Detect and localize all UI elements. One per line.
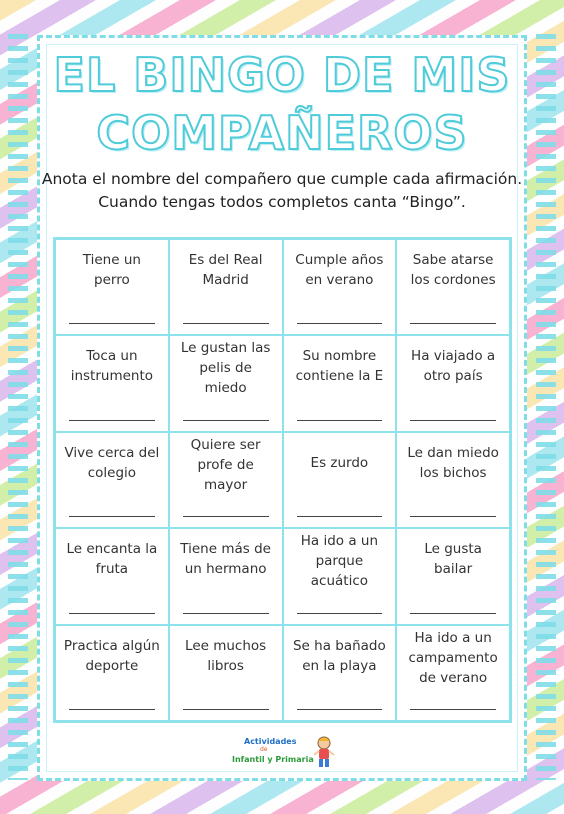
bingo-cell[interactable] — [55, 528, 169, 624]
name-answer-line[interactable] — [297, 516, 383, 517]
bingo-cell[interactable] — [55, 239, 169, 335]
cell-prompt: Su nombre contiene la E — [295, 348, 384, 385]
bingo-cell[interactable] — [169, 239, 283, 335]
cell-prompt: Vive cerca del colegio — [64, 444, 160, 481]
bingo-cell[interactable] — [396, 432, 510, 528]
bingo-cell[interactable] — [55, 625, 169, 721]
bingo-grid — [53, 237, 512, 723]
publisher-logo — [232, 735, 346, 771]
logo-text-2: de — [260, 746, 268, 753]
name-answer-line[interactable] — [69, 516, 155, 517]
bingo-cell[interactable] — [55, 335, 169, 431]
title-line-1: EL BINGO DE MIS — [53, 48, 511, 102]
name-answer-line[interactable] — [183, 613, 269, 614]
name-answer-line[interactable] — [69, 323, 155, 324]
bingo-cell[interactable] — [283, 528, 397, 624]
name-answer-line[interactable] — [297, 420, 383, 421]
bingo-cell[interactable] — [283, 335, 397, 431]
name-answer-line[interactable] — [183, 516, 269, 517]
cell-prompt: Le gusta bailar — [424, 541, 482, 578]
cell-prompt: Ha ido a un parque acuático — [300, 533, 378, 590]
name-answer-line[interactable] — [297, 709, 383, 710]
bingo-cell[interactable] — [169, 528, 283, 624]
name-answer-line[interactable] — [410, 709, 496, 710]
name-answer-line[interactable] — [297, 613, 383, 614]
name-answer-line[interactable] — [410, 516, 496, 517]
cell-prompt: Practica algún deporte — [63, 637, 160, 674]
logo-text-3: Infantil y Primaria — [232, 755, 314, 764]
cell-prompt: Es zurdo — [310, 454, 369, 471]
name-answer-line[interactable] — [69, 420, 155, 421]
title-line-2: COMPAÑEROS — [96, 106, 468, 160]
cell-prompt: Se ha bañado en la playa — [292, 637, 386, 674]
bingo-cell[interactable] — [169, 335, 283, 431]
cell-prompt: Quiere ser profe de mayor — [190, 436, 261, 493]
cell-prompt: Le gustan las pelis de miedo — [180, 340, 271, 397]
name-answer-line[interactable] — [69, 613, 155, 614]
bingo-cell[interactable] — [169, 432, 283, 528]
bingo-cell[interactable] — [396, 239, 510, 335]
cell-prompt: Sabe atarse los cordones — [410, 252, 496, 288]
cell-prompt: Cumple años en verano — [295, 252, 384, 288]
name-answer-line[interactable] — [410, 613, 496, 614]
name-answer-line[interactable] — [183, 323, 269, 324]
instructions-text: Anota el nombre del compañero que cumple cada afirmación. Cuando tengas todos completos canta “Bingo”. — [41, 170, 523, 211]
name-answer-line[interactable] — [410, 420, 496, 421]
cell-prompt: Tiene un perro — [82, 252, 141, 288]
child-mascot-icon — [312, 735, 336, 769]
bingo-cell[interactable] — [396, 335, 510, 431]
bingo-cell[interactable] — [283, 432, 397, 528]
cell-prompt: Le encanta la fruta — [66, 541, 158, 578]
logo-text-1: Actividades — [244, 737, 297, 746]
cell-prompt: Tiene más de un hermano — [180, 541, 271, 578]
cell-prompt: Ha ido a un campamento de verano — [408, 629, 498, 686]
cell-prompt: Toca un instrumento — [70, 348, 154, 385]
bingo-cell[interactable] — [283, 239, 397, 335]
name-answer-line[interactable] — [410, 323, 496, 324]
cell-prompt: Le dan miedo los bichos — [407, 444, 499, 481]
cell-prompt: Lee muchos libros — [185, 637, 267, 674]
cell-prompt: Ha viajado a otro país — [411, 348, 496, 385]
bingo-cell[interactable] — [396, 528, 510, 624]
name-answer-line[interactable] — [183, 420, 269, 421]
bingo-cell[interactable] — [396, 625, 510, 721]
bingo-cell[interactable] — [169, 625, 283, 721]
bingo-cell[interactable] — [283, 625, 397, 721]
name-answer-line[interactable] — [183, 709, 269, 710]
name-answer-line[interactable] — [69, 709, 155, 710]
cell-prompt: Es del Real Madrid — [188, 252, 263, 288]
bingo-cell[interactable] — [55, 432, 169, 528]
name-answer-line[interactable] — [297, 323, 383, 324]
